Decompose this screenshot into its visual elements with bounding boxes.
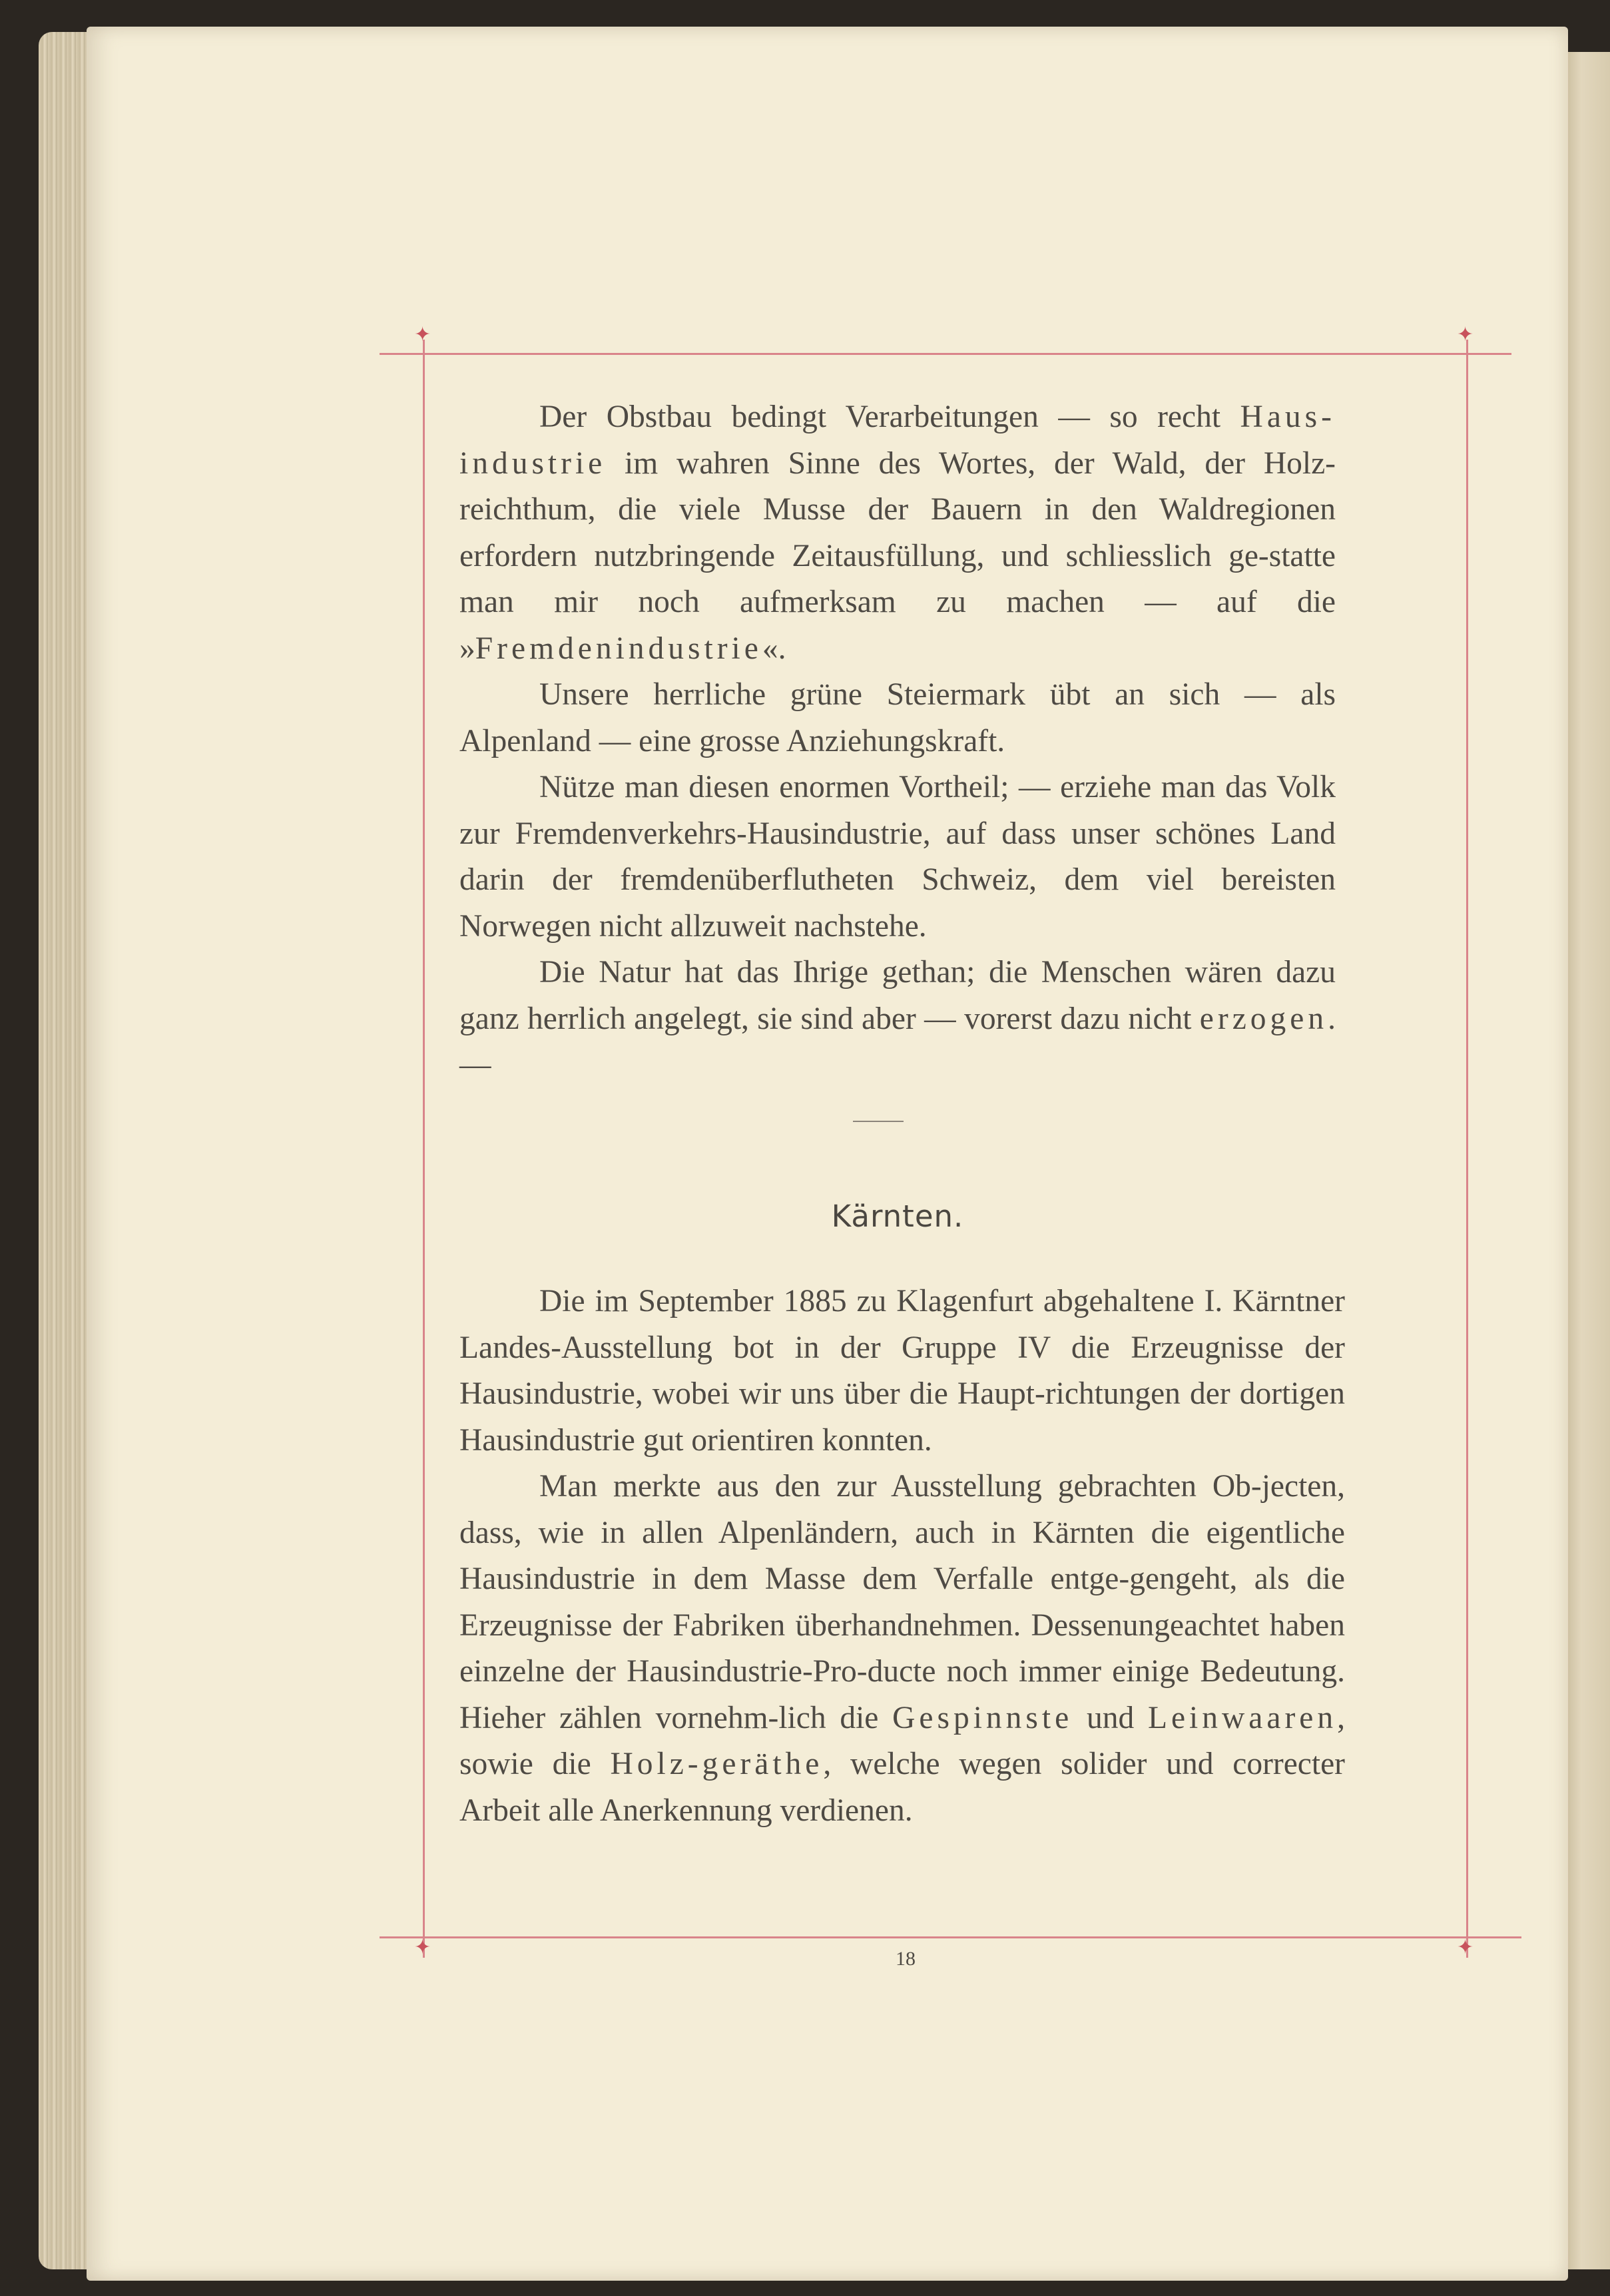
frame-top-rule bbox=[380, 353, 1511, 355]
paragraph-text: Die im September 1885 zu Klagenfurt abgehaltene I. Kärntner Landes-Ausstellung bot in der Gruppe IV die Erzeugnisse der Hausindustrie, wobei wir uns über die Haupt-richtungen der dortigen Hausindustrie gut orientiren konnten. bbox=[459, 1284, 1345, 1458]
paragraph bbox=[459, 764, 1336, 950]
paragraph-text: und bbox=[1073, 1700, 1148, 1735]
corner-ornament-top-right: ✦ bbox=[1457, 323, 1474, 346]
spaced-emphasis-text: erzogen bbox=[1199, 1001, 1328, 1036]
paragraph bbox=[459, 1464, 1345, 1834]
paragraph-text: Nütze man diesen enormen Vortheil; — erziehe man das Volk zur Fremdenverkehrs-Hausindustrie, auf dass unser schönes Land darin der fremdenüberflutheten Schweiz, dem viel bereisten Norwegen nicht allzuweit nachstehe. bbox=[459, 770, 1336, 944]
paragraph-text: Der Obstbau bedingt Verarbeitungen — so recht bbox=[539, 400, 1240, 434]
paragraph bbox=[459, 1279, 1345, 1464]
frame-left-rule bbox=[423, 340, 425, 1958]
spaced-emphasis-text: Haus-industrie bbox=[459, 400, 1336, 481]
spaced-emphasis-text: Leinwaaren bbox=[1147, 1700, 1338, 1735]
body-text-kaernten bbox=[459, 1279, 1345, 1834]
corner-ornament-top-left: ✦ bbox=[414, 323, 431, 346]
paragraph bbox=[459, 672, 1336, 764]
paragraph-text: Unsere herrliche grüne Steiermark übt an sich — als Alpenland — eine grosse Anziehungskraft. bbox=[459, 677, 1336, 758]
frame-right-rule bbox=[1466, 340, 1468, 1958]
spaced-emphasis-text: Fremdenindustrie bbox=[475, 631, 762, 666]
spaced-emphasis-text: Gespinnste bbox=[892, 1700, 1073, 1735]
paragraph bbox=[459, 394, 1336, 672]
page-number: 18 bbox=[896, 1948, 916, 1970]
section-heading: Kärnten. bbox=[831, 1199, 964, 1234]
corner-ornament-bottom-right: ✦ bbox=[1457, 1936, 1474, 1959]
facing-page-edge bbox=[1568, 52, 1610, 2269]
frame-bottom-rule bbox=[380, 1936, 1521, 1938]
spaced-emphasis-text: Holz-geräthe bbox=[610, 1747, 824, 1781]
paragraph-text: Die Natur hat das Ihrige gethan; die Menschen wären dazu ganz herrlich angelegt, sie sind aber — vorerst dazu nicht bbox=[459, 955, 1336, 1036]
paragraph bbox=[459, 950, 1336, 1089]
paragraph-text: , sowie die bbox=[459, 1700, 1345, 1781]
paragraph-text: , welche wegen solider und correcter Arbeit alle Anerkennung verdienen. bbox=[459, 1747, 1345, 1828]
paragraph-text: «. bbox=[762, 631, 786, 666]
paragraph-text: Man merkte aus den zur Ausstellung gebrachten Ob-jecten, dass, wie in allen Alpenländern, auch in Kärnten die eigentliche Hausindustrie in dem Masse dem Verfalle entge-gengeht, als die Erzeugnisse der Fabriken überhandnehmen. Dessenungeachtet haben einzelne der Hausindustrie-Pro-ducte noch immer einige Bedeutung. Hieher zählen vornehm-lich die bbox=[459, 1469, 1345, 1735]
corner-ornament-bottom-left: ✦ bbox=[414, 1936, 431, 1959]
paragraph-text: . — bbox=[459, 1001, 1336, 1082]
body-text-steiermark bbox=[459, 394, 1336, 1089]
section-divider bbox=[853, 1121, 904, 1122]
paragraph-text: im wahren Sinne des Wortes, der Wald, der Holz-reichthum, die viele Musse der Bauern in den Waldregionen erfordern nutzbringende Zeitausfüllung, und schliesslich ge-statte man mir noch aufmerksam zu machen — auf die » bbox=[459, 445, 1336, 666]
book-page bbox=[87, 27, 1568, 2281]
